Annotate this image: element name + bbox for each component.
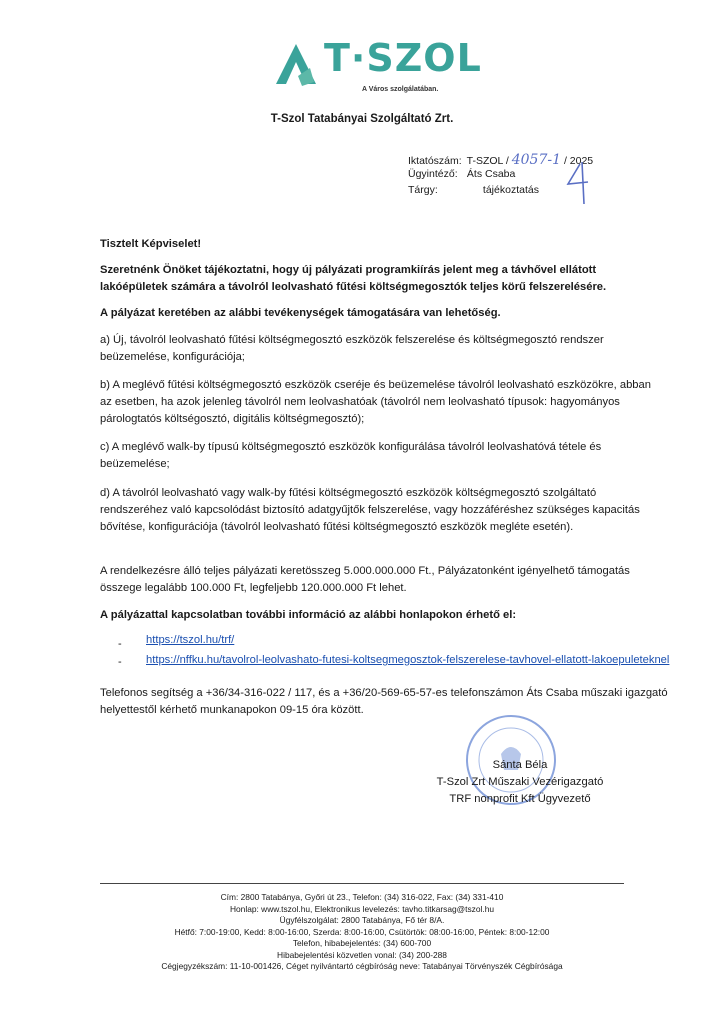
footer-fault-line: Hibabejelentési közvetlen vonal: (34) 200-288: [277, 949, 447, 960]
support-heading: A pályázat keretében az alábbi tevékenységek támogatására van lehetőség.: [100, 307, 501, 319]
bullet-dash: -: [118, 638, 122, 650]
signer-title-2: TRF nonprofit Kft Ügyvezető: [449, 793, 591, 805]
salutation: Tisztelt Képviselet!: [100, 238, 202, 250]
footer-web: Honlap: www.tszol.hu, Elektronikus levelezés: tavho.titkarsag@tszol.hu: [229, 903, 495, 914]
footer-hours: Hétfő: 7:00-19:00, Kedd: 8:00-16:00, Szerda: 8:00-16:00, Csütörtök: 08:00-16:00, Péntek: 8:00-12:00: [174, 926, 550, 937]
logo-text: T·SZOL: [324, 36, 482, 80]
intro-paragraph: Szeretnénk Önöket tájékoztatni, hogy új pályázati programkiírás jelent meg a távhővel ellátott lakóépületek számára a távolról leolvasható fűtési költségmegosztók teljes körű felszerelésére.: [100, 264, 607, 293]
item-b: b) A meglévő fűtési költségmegosztó eszközök cseréje és beüzemelése távolról leolvasható eszközökre, abban az esetben, ha azok jelenleg távolról nem leolvashatóak (távolról nem leolvasható típusok: hagyományos párologtatós költségosztó, digitális költségmegosztó);: [100, 379, 651, 425]
budget-paragraph: A rendelkezésre álló teljes pályázati keretösszeg 5.000.000.000 Ft., Pályázatonként igényelhető támogatás összege legalább 100.000 Ft, legfeljebb 120.000.000 Ft lehet.: [100, 565, 630, 594]
company-logo: [272, 36, 482, 96]
handler-name: Áts Csaba: [466, 168, 516, 180]
bullet-dash: -: [118, 656, 122, 668]
subject-label: Tárgy:: [408, 184, 438, 196]
footer-service: Ügyfélszolgálat: 2800 Tatabánya, Fő tér 8/A.: [279, 915, 445, 925]
ref-handwritten: 4057-1: [511, 152, 562, 168]
more-info-heading: A pályázattal kapcsolatban további információ az alábbi honlapokon érhető el:: [100, 609, 517, 621]
footer-registry: Cégjegyzékszám: 11-10-001426, Céget nyilvántartó cégbíróság neve: Tatabányai Törvényszék Cégbírósága: [161, 961, 563, 971]
item-c: c) A meglévő walk-by típusú költségmegosztó eszközök konfigurálása távolról leolvashatóvá tétele és beüzemelése;: [100, 441, 602, 470]
subject-value: tájékoztatás: [482, 184, 539, 196]
signer-title-1: T-Szol Zrt Műszaki Vezérigazgató: [436, 776, 604, 788]
phone-paragraph: Telefonos segítség a +36/34-316-022 / 117, és a +36/20-569-65-57-es telefonszámon Áts Csaba műszaki igazgató helyettestől kérhető munkanapokon 09-15 óra között.: [100, 687, 668, 716]
footer-phone: Telefon, hibabejelentés: (34) 600-700: [292, 938, 432, 948]
item-a: a) Új, távolról leolvasható fűtési költségmegosztó eszközök felszerelése és költségmegosztó rendszer beüzemelése, konfigurációja;: [100, 334, 604, 363]
link-nffku[interactable]: https://nffku.hu/tavolrol-leolvashato-futesi-koltsegmegosztok-felszerelese-tavhovel-ellatott-lakoepuleteknel: [146, 654, 670, 666]
link-tszol[interactable]: https://tszol.hu/trf/: [146, 634, 235, 646]
ref-prefix: T-SZOL /: [466, 155, 509, 167]
reference-block: [408, 152, 648, 200]
signature-block: [400, 757, 640, 808]
item-d: d) A távolról leolvasható vagy walk-by fűtési költségmegosztó eszközök költségmegosztó szolgáltató rendszeréhez való kapcsolódást biztosító adatgyűjtők felszerelése, vagy hozzáféréshez szükséges kapacitás bővítése, konfigurációja (távolról leolvasható fűtési költségmegosztó eszközök megléte esetén).: [100, 487, 640, 533]
ref-label: Iktatószám:: [408, 155, 462, 167]
footer-address: Cím: 2800 Tatabánya, Győri út 23., Telefon: (34) 316-022, Fax: (34) 331-410: [220, 892, 504, 902]
footer: [0, 892, 724, 973]
handler-label: Ügyintéző:: [408, 168, 458, 180]
logo-tagline: A Város szolgálatában.: [362, 86, 439, 93]
link-list: [118, 634, 688, 686]
ref-year: / 2025: [563, 155, 594, 167]
signer-name: Sánta Béla: [492, 759, 548, 771]
initials-signature: [560, 160, 600, 206]
footer-divider: [100, 883, 624, 884]
company-name: T-Szol Tatabányai Szolgáltató Zrt.: [270, 113, 454, 125]
